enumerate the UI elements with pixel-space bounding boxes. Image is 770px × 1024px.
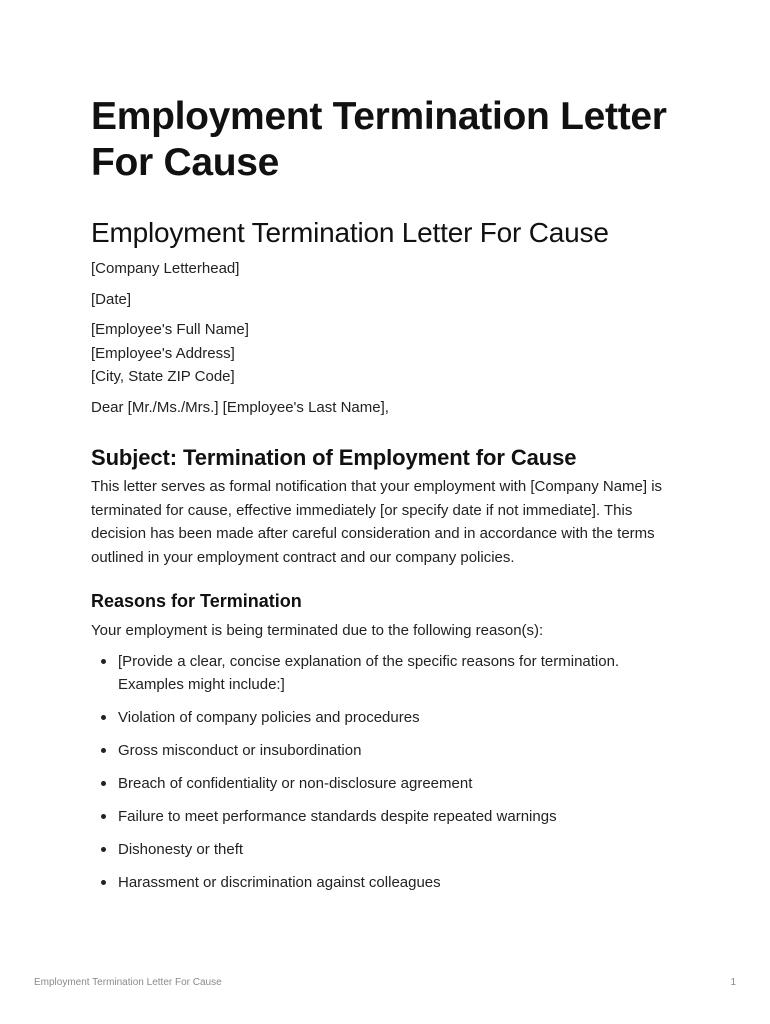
footer-page-number: 1 bbox=[730, 977, 736, 988]
list-item-text: Gross misconduct or insubordination bbox=[118, 742, 362, 759]
reasons-list bbox=[91, 650, 681, 895]
letter-heading: Employment Termination Letter For Cause bbox=[91, 217, 609, 248]
list-item bbox=[91, 838, 681, 862]
bullet-icon bbox=[101, 781, 106, 786]
list-item bbox=[91, 739, 681, 763]
bullet-icon bbox=[101, 715, 106, 720]
list-item-text: Harassment or discrimination against colleagues bbox=[118, 874, 441, 891]
list-item bbox=[91, 805, 681, 829]
list-item bbox=[91, 650, 681, 697]
bullet-icon bbox=[101, 814, 106, 819]
list-item-text: Failure to meet performance standards despite repeated warnings bbox=[118, 808, 557, 825]
letter-date: [Date] bbox=[91, 290, 132, 308]
subject-heading: Subject: Termination of Employment for Cause bbox=[91, 445, 577, 470]
list-item-text: [Provide a clear, concise explanation of the specific reasons for termination. Examples might include:] bbox=[118, 652, 620, 693]
list-item-text: Violation of company policies and procedures bbox=[118, 709, 420, 726]
recipient-city: [City, State ZIP Code] bbox=[91, 368, 235, 385]
footer-title: Employment Termination Letter For Cause bbox=[34, 977, 222, 988]
company-letterhead: [Company Letterhead] bbox=[91, 260, 240, 277]
bullet-icon bbox=[101, 880, 106, 885]
recipient-address bbox=[91, 318, 681, 389]
document-content bbox=[91, 94, 681, 904]
reasons-heading: Reasons for Termination bbox=[91, 591, 302, 611]
list-item-text: Dishonesty or theft bbox=[118, 841, 244, 858]
bullet-icon bbox=[101, 847, 106, 852]
list-item-text: Breach of confidentiality or non-disclosure agreement bbox=[118, 775, 473, 792]
salutation: Dear [Mr./Ms./Mrs.] [Employee's Last Name], bbox=[91, 398, 389, 416]
list-item bbox=[91, 772, 681, 796]
body-paragraph: This letter serves as formal notification that your employment with [Company Name] is terminated for cause, effective immediately [or specify date if not immediate]. This decision has been made after careful consideration and in accordance with the terms outlined in your employment contract and our company policies. bbox=[91, 478, 663, 566]
list-item bbox=[91, 706, 681, 730]
document-title: Employment Termination Letter For Cause bbox=[91, 95, 667, 184]
recipient-street: [Employee's Address] bbox=[91, 344, 235, 362]
bullet-icon bbox=[101, 748, 106, 753]
recipient-name: [Employee's Full Name] bbox=[91, 321, 249, 338]
reasons-intro: Your employment is being terminated due to the following reason(s): bbox=[91, 622, 544, 639]
bullet-icon bbox=[101, 659, 106, 664]
list-item bbox=[91, 871, 681, 895]
